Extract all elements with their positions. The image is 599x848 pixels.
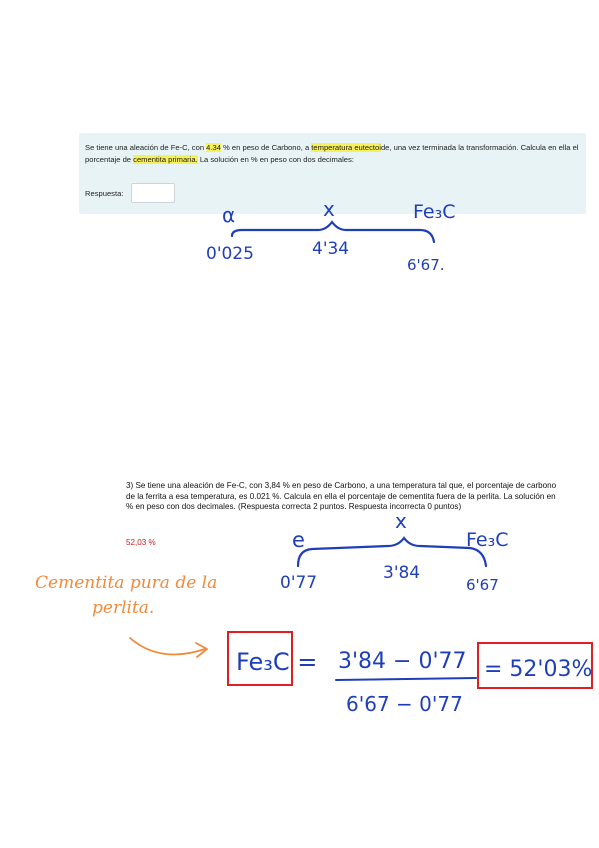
fraction-bar — [336, 678, 476, 680]
result-box — [478, 643, 592, 688]
note-line-2: perlita. — [92, 598, 155, 618]
note-line-1: Cementita pura de la — [35, 573, 218, 593]
highlight-carbon: 4.34 — [206, 143, 221, 152]
q1-brace — [232, 222, 434, 242]
highlight-temperature: temperatura eutectoi — [311, 143, 381, 152]
highlight-cementite: cementita primaria. — [133, 155, 198, 164]
fe3c-label-2: Fe₃C — [466, 529, 509, 551]
question-1-text: Se tiene una aleación de Fe-C, con 4.34 % en peso de Carbono, a temperatura eutectoide, una vez terminada la transformación. Calcula en ella el porcentaje de cementita primaria. La solución en % en peso con dos decimales: — [85, 143, 579, 164]
q2-value-mid: 3'84 — [383, 563, 421, 583]
q1-value-mid: 4'34 — [312, 239, 350, 259]
formula-lhs: Fe₃C = — [236, 648, 318, 676]
x-label: x — [323, 197, 335, 221]
answer-label: Respuesta: — [85, 189, 124, 198]
answer-input[interactable] — [131, 183, 175, 203]
q1-value-left: 0'025 — [206, 244, 254, 264]
formula-result: = 52'03% — [484, 657, 593, 682]
formula-denominator: 6'67 − 0'77 — [346, 692, 463, 716]
formula-numerator: 3'84 − 0'77 — [338, 649, 467, 674]
e-label: e — [292, 528, 305, 552]
question-1-box — [79, 133, 586, 214]
question-2-text: 3) Se tiene una aleación de Fe-C, con 3,84 % en peso de Carbono, a una temperatura tal que, el porcentaje de carbono de la ferrita a esa temperatura, es 0.021 %. Calcula en ella el porcentaje de cementita fuera de la perlita. La solución en % en peso con dos decimales. (Respuesta correcta 2 puntos. Respuesta incorrecta 0 puntos) — [126, 481, 557, 512]
q2-brace — [298, 538, 486, 566]
question-2-result: 52,03 % — [126, 538, 156, 547]
note-arrow — [130, 638, 207, 657]
q2-value-right: 6'67 — [466, 576, 499, 594]
lhs-box — [228, 632, 292, 685]
q2-value-left: 0'77 — [280, 573, 318, 593]
alpha-label: α — [222, 203, 236, 227]
fe3c-label: Fe₃C — [413, 201, 456, 223]
x-label-2: x — [395, 509, 407, 533]
q1-value-right: 6'67. — [407, 256, 445, 274]
